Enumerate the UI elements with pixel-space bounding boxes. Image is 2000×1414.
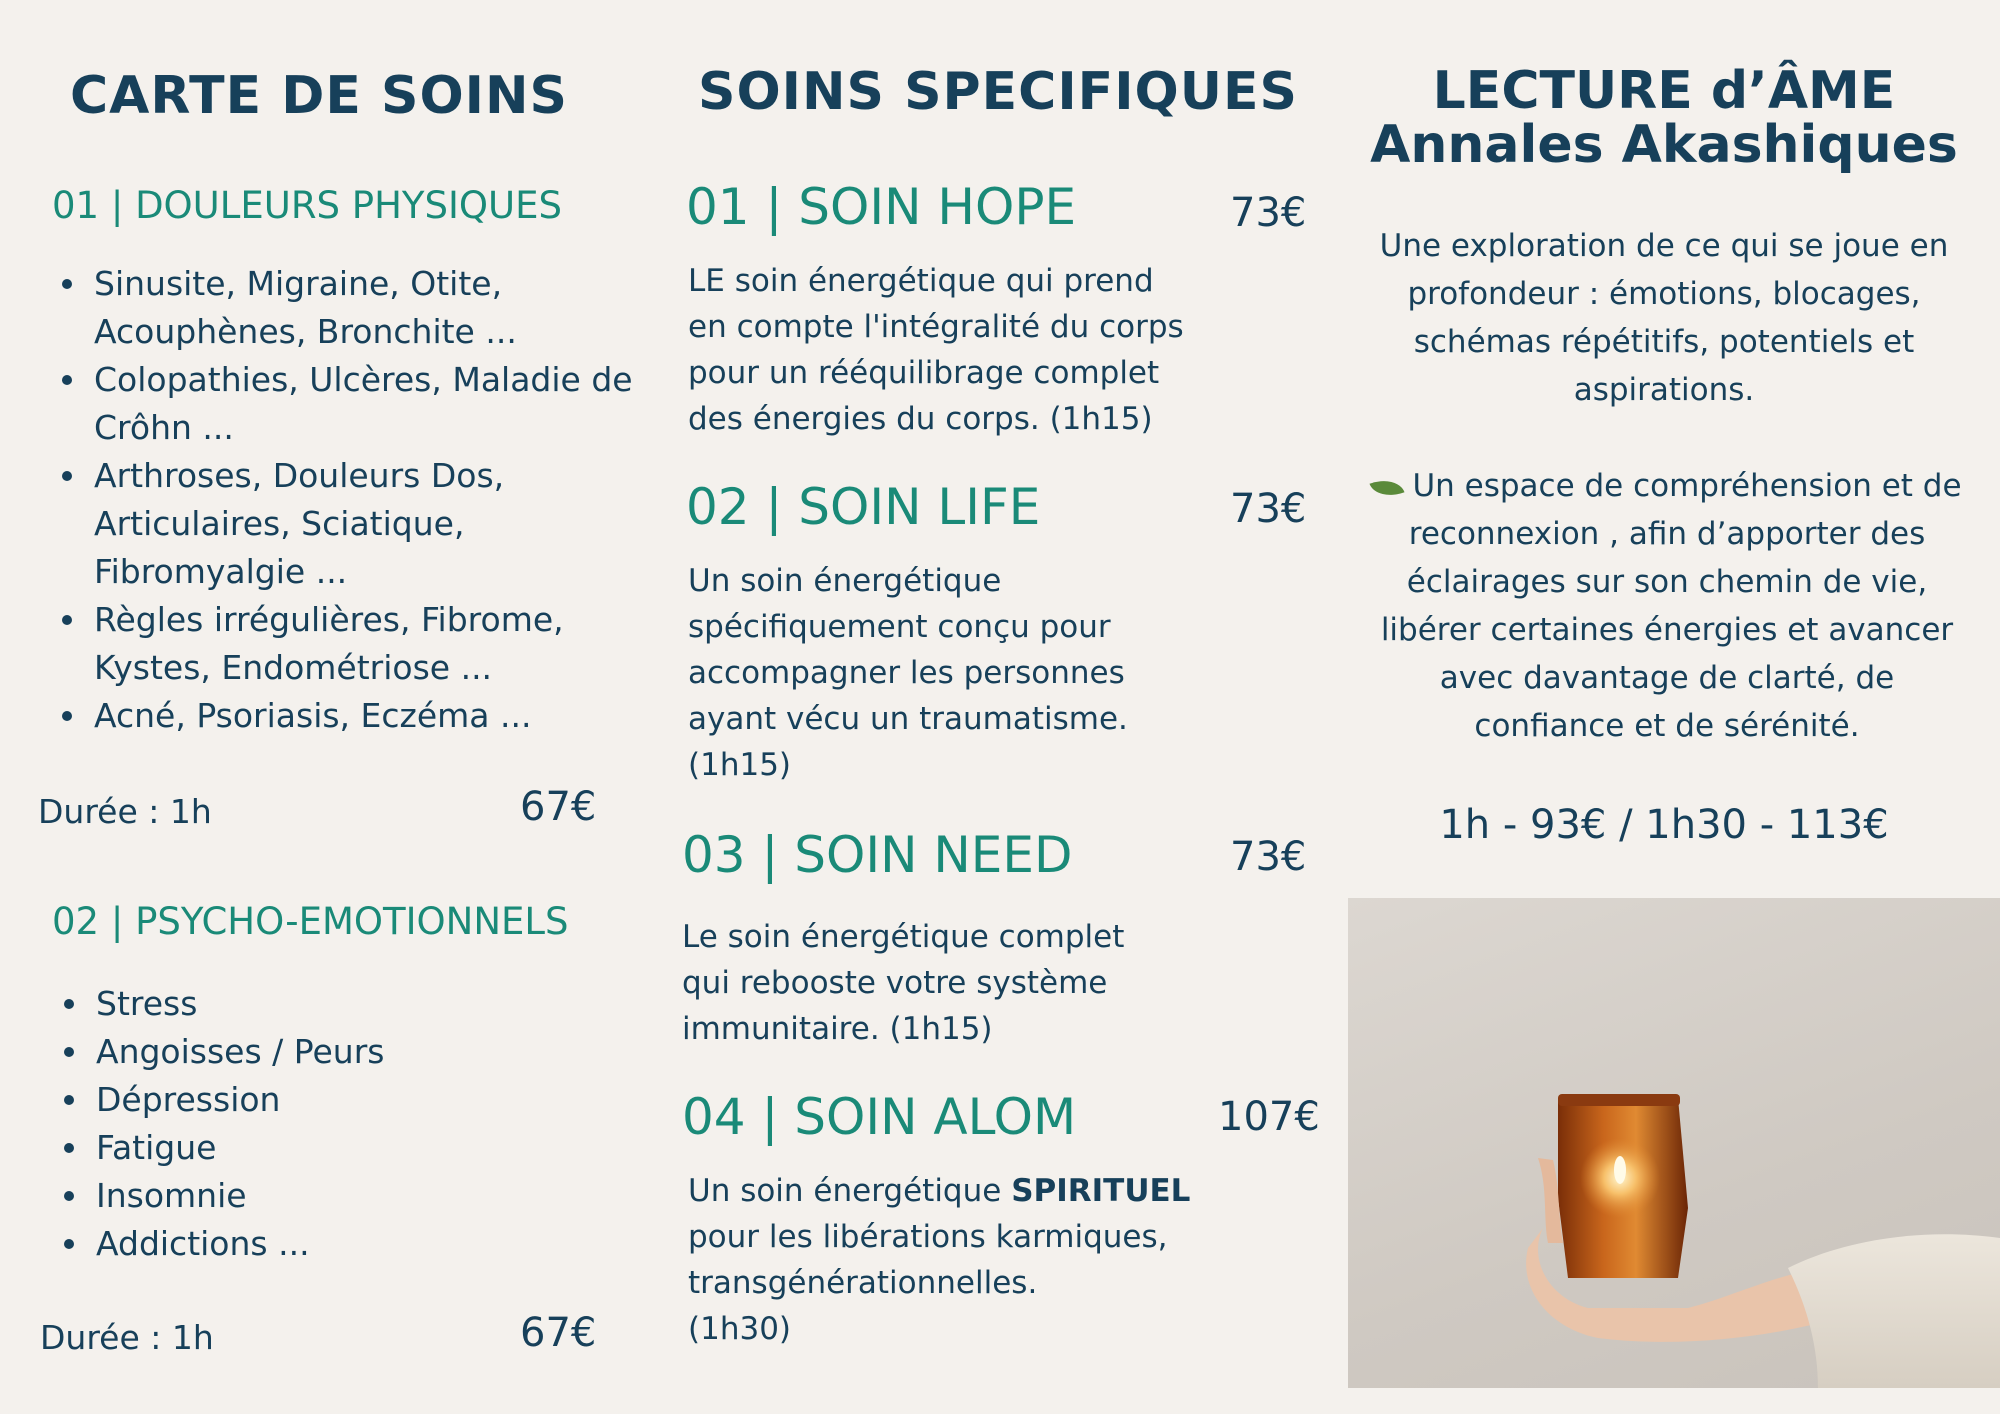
list-item: Stress [58,980,618,1028]
lecture-ame-description [1362,462,1972,750]
list-item: Fatigue [58,1124,618,1172]
soin-alom-price: 107€ [1218,1094,1320,1140]
soin-alom-text-end: pour les libérations karmiques, transgénérationnelles. [688,1219,1168,1301]
list-item: Angoisses / Peurs [58,1028,618,1076]
lecture-ame-title-line1: LECTURE d’ÂME [1432,61,1896,121]
soins-specifiques-title: SOINS SPECIFIQUES [698,62,1298,122]
lecture-ame-title-line2: Annales Akashiques [1370,115,1958,175]
leaf-icon [1370,473,1405,502]
list-item: Addictions ... [58,1220,618,1268]
section-psycho-heading: 02 | PSYCHO-EMOTIONNELS [52,900,569,943]
soin-alom-text-bold: SPIRITUEL [1011,1173,1191,1209]
soin-alom-text-start: Un soin énergétique [688,1173,1012,1209]
soin-need-heading: 03 | SOIN NEED [682,826,1073,884]
carte-de-soins-title: CARTE DE SOINS [70,66,568,126]
lecture-ame-intro: Une exploration de ce qui se joue en profondeur : émotions, blocages, schémas répétitifs, potentiels et aspirations. [1379,228,1949,408]
soin-hope-heading: 01 | SOIN HOPE [686,178,1077,236]
list-item: Sinusite, Migraine, Otite, Acouphènes, Bronchite ... [56,260,646,356]
psycho-price: 67€ [520,1310,597,1356]
section-douleurs-heading: 01 | DOULEURS PHYSIQUES [52,184,562,227]
soin-life-description: Un soin énergétique spécifiquement conçu pour accompagner les personnes ayant vécu un traumatisme. (1h15) [688,563,1128,783]
lecture-ame-prices: 1h - 93€ / 1h30 - 113€ [1439,802,1889,848]
soin-need-price: 73€ [1230,834,1307,880]
list-item: Insomnie [58,1172,618,1220]
candle-photo [1348,898,2000,1388]
list-item: Arthroses, Douleurs Dos, Articulaires, Sciatique, Fibromyalgie ... [56,452,646,596]
sweater-sleeve [1788,1234,2000,1388]
douleurs-price: 67€ [520,784,597,830]
list-item: Colopathies, Ulcères, Maladie de Crôhn ... [56,356,646,452]
soin-life-heading: 02 | SOIN LIFE [686,478,1041,536]
candle-flame [1614,1156,1626,1184]
candle-in-hand-illustration [1348,898,2000,1388]
lecture-ame-title [1348,61,1980,175]
psycho-list [58,980,618,1268]
psycho-duration: Durée : 1h [40,1318,214,1357]
soin-alom-description [688,1168,1208,1352]
douleurs-duration: Durée : 1h [38,792,212,831]
soin-life-price: 73€ [1230,486,1307,532]
lecture-ame-description-text: Un espace de compréhension et de reconnexion , afin d’apporter des éclairages sur son chemin de vie, libérer certaines énergies et avancer avec davantage de clarté, de confiance et de sérénité. [1380,468,1962,744]
douleurs-list [56,260,646,740]
list-item: Règles irrégulières, Fibrome, Kystes, Endométriose ... [56,596,646,692]
soin-alom-heading: 04 | SOIN ALOM [682,1088,1077,1146]
list-item: Acné, Psoriasis, Eczéma ... [56,692,646,740]
soin-hope-description: LE soin énergétique qui prend en compte l'intégralité du corps pour un rééquilibrage complet des énergies du corps. (1h15) [688,263,1184,437]
soin-alom-duration: (1h30) [688,1311,792,1347]
list-item: Dépression [58,1076,618,1124]
candle-rim [1558,1094,1680,1106]
soin-need-description: Le soin énergétique complet qui rebooste votre système immunitaire. (1h15) [682,919,1125,1047]
soin-hope-price: 73€ [1230,190,1307,236]
